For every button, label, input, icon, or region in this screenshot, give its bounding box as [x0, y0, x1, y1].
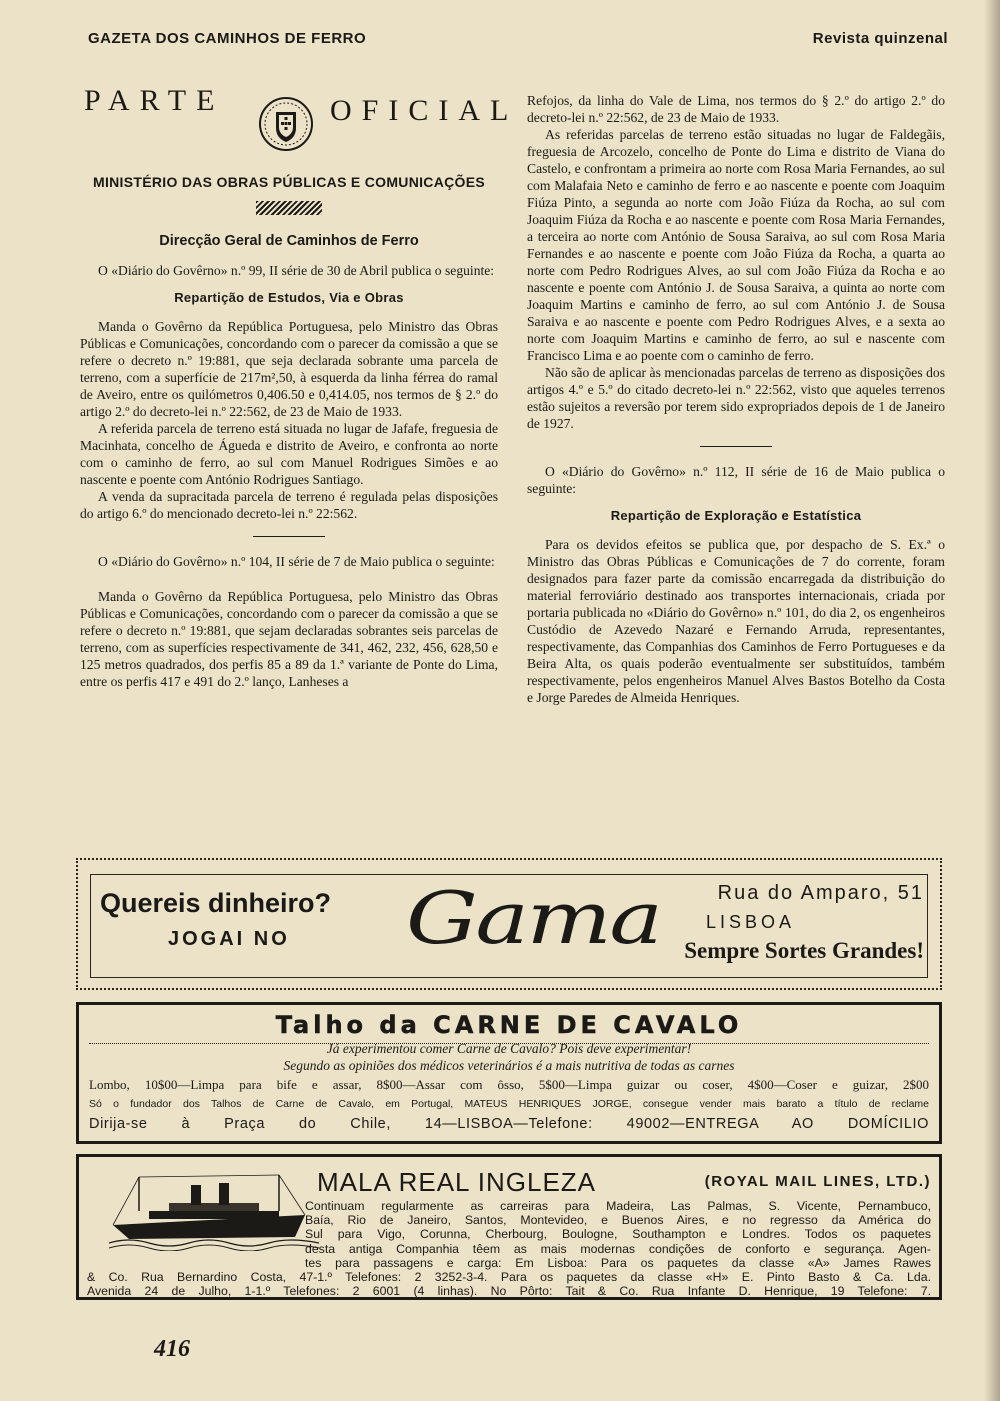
portuguese-coat-of-arms-icon: [258, 94, 314, 154]
steamship-illustration: [109, 1171, 319, 1251]
decree-intro-99: O «Diário do Govêrno» n.º 99, II série de 30 de Abril publica o seguinte:: [98, 263, 495, 278]
advert-question: Quereis dinheiro?: [100, 888, 332, 918]
running-head-subtitle: Revista quinzenal: [812, 30, 948, 47]
advert-body-line: Continuam regularmente as carreiras para Madeira, Las Palmas, S. Vicente, Pernambuco,: [305, 1199, 931, 1213]
section-heading-estudos: Repartição de Estudos, Via e Obras: [174, 290, 404, 305]
decree-paragraph-8: Para os devidos efeitos se publica que, por despacho de S. Ex.ª o Ministro das Obras Públicas e Comunicações de 7 do corrente, foram designados para fazer parte da comissão encarregada da distribuição do material ferroviário destinado aos transportes internacionais, criada por portaria publicada no «Diário do Govêrno» n.º 101, do dia 2, os engenheiros Custódio de Azevedo Nazaré e Fernando Arruda, representantes, respectivamente, das Companhias dos Caminhos de Ferro Portugueses e da Beira Alta, os quais poderão eventualmente ser substituídos, também respectivamente, pelos engenheiros Manuel Alves Bastos Botelho da Costa e Jorge Paredes de Almeida Henriques.: [527, 537, 945, 705]
page-edge-shadow: [984, 0, 1000, 1401]
decree-paragraph-2: A referida parcela de terreno está situada no lugar de Jafafe, freguesia de Macinhata, concelho de Águeda e distrito de Aveiro, e confronta ao norte com o caminho de ferro, ao sul com Manuel Rodrigues Simões e ao nascente e poente com António Rodrigues Santiago.: [80, 421, 498, 487]
decree-paragraph-6: As referidas parcelas de terreno estão situadas no lugar de Faldegãis, freguesia de Arcozelo, concelho de Ponte do Lima e distrito de Viana do Castelo, e confrontam a primeira ao norte com Rosa Maria Fernandes, ao sul com Malafaia Neto e caminho de ferro e ao nascente e poente com Joaquim Fiúza Pinto, a segunda ao norte com João Fiúza da Rocha, ao sul com Joaquim Fiúza da Rocha e ao nascente e poente com Rosa Maria Fernandes, a terceira ao norte com António de Sousa Saraiva, ao sul com Rosa Maria Fernandes e ao nascente e poente com João Fiúza da Rocha, a quarta ao norte com Pedro Rodrigues Alves, ao sul com João Fiúza da Rocha e ao nascente e poente com António J. de Sousa Saraiva, a quinta ao norte com Joaquim Martins e caminho de ferro, ao sul com António J. de Sousa Saraiva e ao nascente e poente com Pedro Rodrigues Alves, e a sexta ao norte com Joaquim Martins e caminho de ferro, ao sul e nascente com Francisco Lima e ao poente com o caminho de ferro.: [527, 127, 945, 363]
advert-contact: Dirija-se à Praça do Chile, 14—LISBOA—Telefone: 49002—ENTREGA AO DOMÍCILIO: [89, 1116, 929, 1132]
advert-title: MALA REAL INGLEZA: [317, 1167, 597, 1197]
advert-body-line: tes para passagens e carga: Em Lisboa: Para os paquetes da classe «A» James Rawes: [305, 1255, 931, 1270]
parte-oficial-banner: [80, 84, 519, 170]
talho-carne-cavalo-advert: [76, 1002, 942, 1144]
advert-line-1: Já experimentou comer Carne de Cavalo? Pois deve experimentar!: [326, 1041, 692, 1056]
decree-paragraph-5: Refojos, da linha do Vale de Lima, nos termos do § 2.º do artigo 2.º do decreto-lei n.º 22:562, de 23 de Maio de 1933.: [527, 93, 945, 125]
decree-intro-112: O «Diário do Govêrno» n.º 112, II série de 16 de Maio publica o seguinte:: [527, 464, 945, 496]
ministry-heading: MINISTÉRIO DAS OBRAS PÚBLICAS E COMUNICAÇÕES: [93, 174, 485, 190]
section-heading-exploracao: Repartição de Exploração e Estatística: [610, 508, 862, 523]
advert-foot-line: Avenida 24 de Julho, 1-1.º Telefones: 2 6001 (4 linhas). No Pôrto: Tait & Co. Rua Infante D. Henrique, 19 Telefone: 7.: [87, 1284, 931, 1298]
advert-prices: Lombo, 10$00—Limpa para bife e assar, 8$00—Assar com ôsso, 5$00—Limpa guizar ou coser, 4$00—Coser e guizar, 2$00: [89, 1077, 929, 1092]
decree-paragraph-4: Manda o Govêrno da República Portuguesa, pelo Ministro das Obras Públicas e Comunicações, concordando com o parecer da comissão a que se refere o decreto n.º 19:881, que sejam declaradas sobrantes seis parcelas de terreno, com as superfícies respectivamente de 341, 462, 232, 456, 628,50 e 125 metros quadrados, dos perfis 85 a 89 da 1.ª variante de Ponte do Lima, entre os perfis 417 e 491 do 2.º lanço, Lanheses a: [80, 589, 498, 689]
section-rule: [253, 536, 325, 537]
advert-foot-line: & Co. Rua Bernardino Costa, 47-1.º Telefones: 2 3252-3-4. Para os paquetes da classe «H» E. Pinto Basto & Ca. Lda.: [87, 1270, 931, 1284]
banner-word-parte: PARTE: [84, 84, 225, 117]
gama-lottery-advert: [76, 858, 942, 990]
advert-line-2: Segundo as opiniões dos médicos veterinários é a mais nutritiva de todas as carnes: [283, 1058, 735, 1073]
left-column: [80, 84, 519, 690]
banner-word-oficial: OFICIAL: [330, 94, 519, 127]
decree-intro-104: O «Diário do Govêrno» n.º 104, II série de 7 de Maio publica o seguinte:: [98, 554, 495, 569]
hatched-divider: [256, 201, 322, 215]
advert-title: Talho da CARNE DE CAVALO: [275, 1011, 743, 1039]
section-rule: [700, 446, 772, 447]
advert-small-print: Só o fundador dos Talhos de Carne de Cavalo, em Portugal, MATEUS HENRIQUES JORGE, consegue vender mais barato a título de reclame: [89, 1098, 929, 1110]
page-number: 416: [154, 1336, 190, 1362]
running-head-title: GAZETA DOS CAMINHOS DE FERRO: [88, 30, 367, 47]
advert-slogan: Sempre Sortes Grandes!: [684, 938, 924, 963]
right-column: [527, 92, 945, 706]
advert-body: [305, 1199, 931, 1270]
decree-paragraph-1: Manda o Govêrno da República Portuguesa, pelo Ministro das Obras Públicas e Comunicações, concordando com o parecer da comissão a que se refere o decreto n.º 19:881, que seja declarada sobrante uma parcela de terreno, com a superfície de 217m²,50, à esquerda da linha férrea do ramal de Aveiro, entre os quilómetros 0,406.50 e 0,414.05, nos termos de § 2.º do artigo 2.º do decreto-lei n.º 22:562, de 23 de Maio de 1933.: [80, 319, 498, 419]
department-heading: Direcção Geral de Caminhos de Ferro: [159, 233, 419, 249]
advert-city: LISBOA: [706, 912, 796, 932]
advert-body-line: desta antiga Companhia têem as mais modernas condições de conforto e segurança. Agen-: [305, 1241, 931, 1256]
advert-play-text: JOGAI NO: [168, 928, 290, 950]
advert-body-line: Sul para Vigo, Corunna, Cherbourg, Boulogne, Southampton e Londres. Todos os paquetes: [305, 1227, 931, 1242]
decree-paragraph-3: A venda da supracitada parcela de terreno é regulada pelas disposições do artigo 6.º do mencionado decreto-lei n.º 22:562.: [80, 489, 498, 521]
advert-body-line: Baía, Rio de Janeiro, Santos, Montevideo, e Buenos Aires, e no regresso da América do: [305, 1213, 931, 1228]
decree-paragraph-7: Não são de aplicar às mencionadas parcelas de terreno as disposições dos artigos 4.º e 5.º do citado decreto-lei n.º 22:562, visto que aqueles terrenos estão sujeitos a reversão por terem sido expropriados depois de 1 de Janeiro de 1927.: [527, 365, 945, 431]
mala-real-ingleza-advert: [76, 1154, 942, 1300]
gama-logo: Gama: [406, 876, 661, 960]
advert-address: Rua do Amparo, 51: [717, 882, 924, 904]
advert-subtitle: (ROYAL MAIL LINES, LTD.): [704, 1173, 931, 1190]
